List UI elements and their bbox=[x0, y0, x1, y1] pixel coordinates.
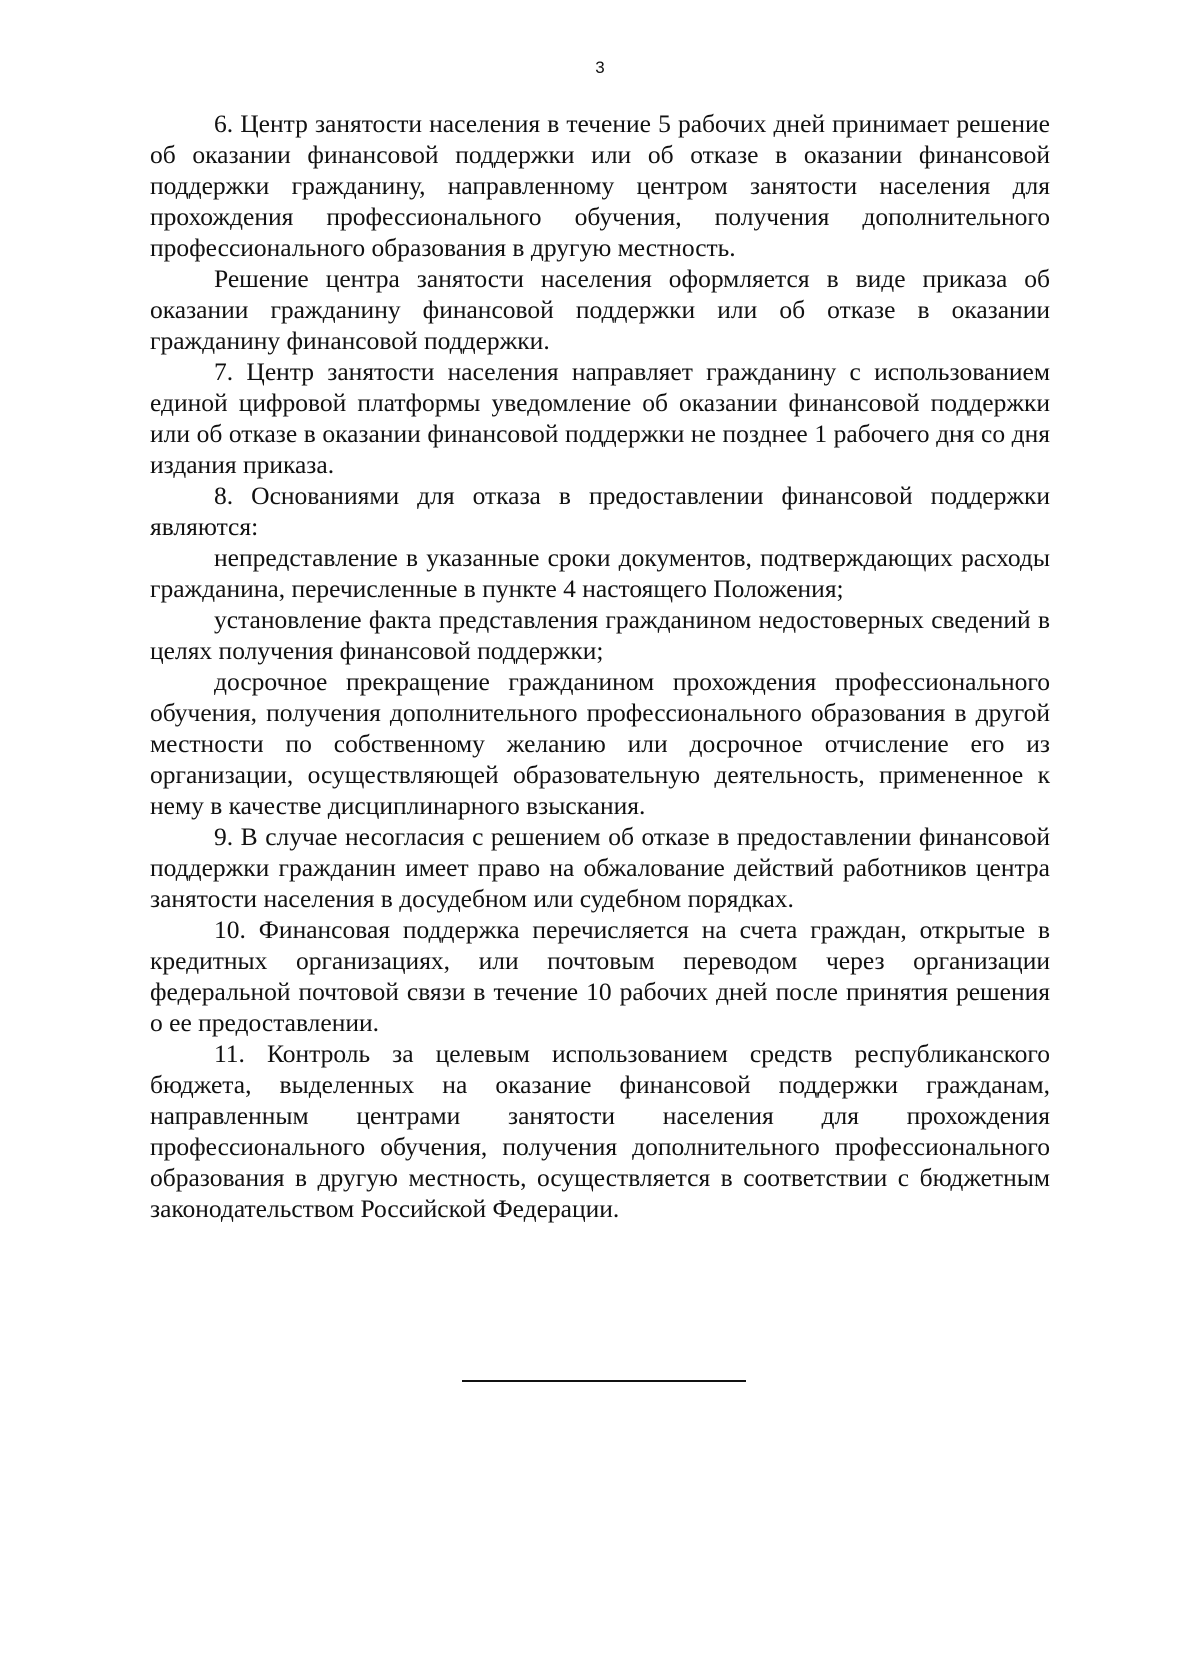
refusal-ground-false-info: установление факта представления гражданином недостоверных сведений в целях получения финансовой поддержки; bbox=[150, 605, 1050, 665]
paragraph-9: 9. В случае несогласия с решением об отказе в предоставлении финансовой поддержки гражданин имеет право на обжалование действий работников центра занятости населения в досудебном или судебном порядках. bbox=[150, 822, 1050, 913]
paragraph-7: 7. Центр занятости населения направляет гражданину с использованием единой цифровой платформы уведомление об оказании финансовой поддержки или об отказе в оказании финансовой поддержки не позднее 1 рабочего дня со дня издания приказа. bbox=[150, 357, 1050, 479]
paragraph-11: 11. Контроль за целевым использованием средств республиканского бюджета, выделенных на оказание финансовой поддержки гражданам, направленным центрами занятости населения для прохождения профессионального обучения, получения дополнительного профессионального образования в другую местность, осуществляется в соответствии с бюджетным законодательством Российской Федерации. bbox=[150, 1039, 1050, 1223]
paragraph-6: 6. Центр занятости населения в течение 5 рабочих дней принимает решение об оказании финансовой поддержки или об отказе в оказании финансовой поддержки гражданину, направленному центром занятости населения для прохождения профессионального обучения, получения дополнительного профессионального образования в другую местность. bbox=[150, 109, 1050, 262]
paragraph-8: 8. Основаниями для отказа в предоставлении финансовой поддержки являются: bbox=[150, 481, 1050, 541]
document-body bbox=[150, 108, 1050, 1224]
paragraph-10: 10. Финансовая поддержка перечисляется на счета граждан, открытые в кредитных организациях, или почтовым переводом через организации федеральной почтовой связи в течение 10 рабочих дней после принятия решения о ее предоставлении. bbox=[150, 915, 1050, 1037]
closing-divider bbox=[462, 1380, 746, 1382]
refusal-ground-early-termination: досрочное прекращение гражданином прохождения профессионального обучения, получения дополнительного профессионального образования в другой местности по собственному желанию или досрочное отчисление его из организации, осуществляющей образовательную деятельность, примененное к нему в качестве дисциплинарного взыскания. bbox=[150, 667, 1050, 820]
paragraph-decision-form: Решение центра занятости населения оформляется в виде приказа об оказании гражданину финансовой поддержки или об отказе в оказании гражданину финансовой поддержки. bbox=[150, 264, 1050, 355]
page-number: 3 bbox=[595, 58, 605, 77]
refusal-ground-documents: непредставление в указанные сроки документов, подтверждающих расходы гражданина, перечисленные в пункте 4 настоящего Положения; bbox=[150, 543, 1050, 603]
